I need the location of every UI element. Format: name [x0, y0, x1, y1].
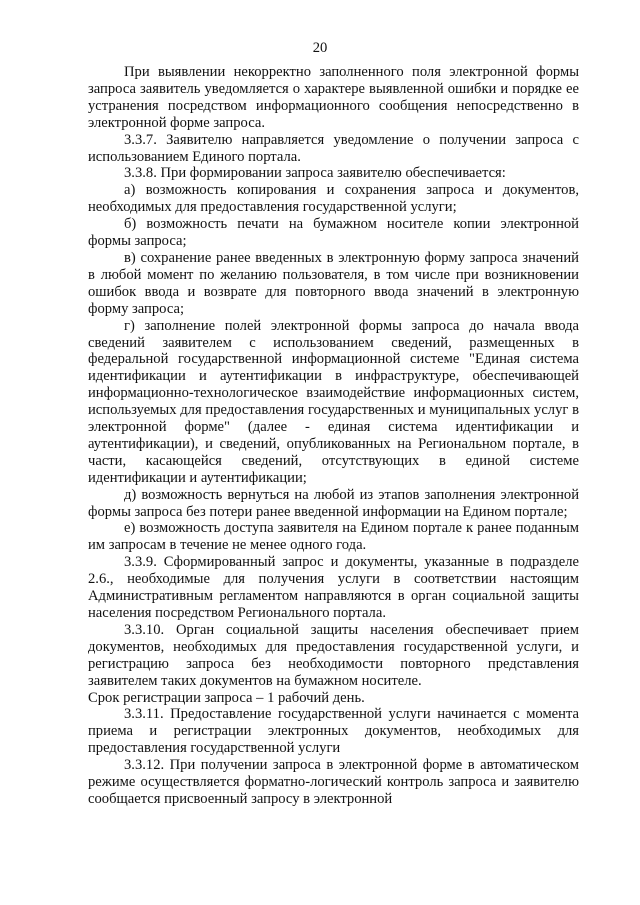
list-item-v: в) сохранение ранее введенных в электронную форму запроса значений в любой момент по желанию пользователя, в том числе при возникновении ошибок ввода и возврате для повторного ввода значений в электронную форму запроса;: [88, 249, 579, 317]
document-body: [88, 64, 579, 808]
list-item-d: д) возможность вернуться на любой из этапов заполнения электронной формы запроса без потери ранее введенной информации на Едином портале;: [88, 486, 579, 520]
paragraph-3-3-12: 3.3.12. При получении запроса в электронной форме в автоматическом режиме осуществляется форматно-логический контроль запроса и заявителю сообщается присвоенный запросу в электронной: [88, 757, 579, 807]
paragraph-registration-term: Срок регистрации запроса – 1 рабочий день.: [88, 689, 365, 706]
paragraph-3-3-10: 3.3.10. Орган социальной защиты населения обеспечивает прием документов, необходимых для предоставления государственной услуги, и регистрацию запроса без необходимости повторного представления заявителем таких документов на бумажном носителе.: [88, 621, 579, 689]
list-item-b: б) возможность печати на бумажном носителе копии электронной формы запроса;: [88, 216, 579, 250]
list-item-g: г) заполнение полей электронной формы запроса до начала ввода сведений заявителем с использованием сведений, размещенных в федеральной государственной информационной системе "Единая система идентификации и аутентификации в инфраструктуре, обеспечивающей информационно-технологическое взаимодействие информационных систем, используемых для предоставления государственных и муниципальных услуг в электронной форме" (далее - единая система идентификации и аутентификации), и сведений, опубликованных на Региональном портале, в части, касающейся сведений, отсутствующих в единой системе идентификации и аутентификации;: [88, 317, 579, 486]
page-number: 20: [312, 40, 328, 56]
list-item-e: е) возможность доступа заявителя на Едином портале к ранее поданным им запросам в течение не менее одного года.: [88, 520, 579, 554]
paragraph-intro: При выявлении некорректно заполненного поля электронной формы запроса заявитель уведомляется о характере выявленной ошибки и порядке ее устранения посредством информационного сообщения непосредственно в электронной форме запроса.: [88, 64, 579, 131]
paragraph-3-3-9: 3.3.9. Сформированный запрос и документы, указанные в подразделе 2.6., необходимые для получения услуги в соответствии настоящим Административным регламентом направляются в орган социальной защиты населения посредством Регионального портала.: [88, 554, 579, 621]
paragraph-3-3-11: 3.3.11. Предоставление государственной услуги начинается с момента приема и регистрации электронных документов, необходимых для предоставления государственной услуги: [88, 706, 579, 757]
list-item-a: а) возможность копирования и сохранения запроса и документов, необходимых для предоставления государственной услуги;: [88, 182, 579, 216]
paragraph-3-3-8: 3.3.8. При формировании запроса заявителю обеспечивается:: [124, 165, 506, 182]
paragraph-3-3-7: 3.3.7. Заявителю направляется уведомление о получении запроса с использованием Единого портала.: [88, 131, 579, 165]
